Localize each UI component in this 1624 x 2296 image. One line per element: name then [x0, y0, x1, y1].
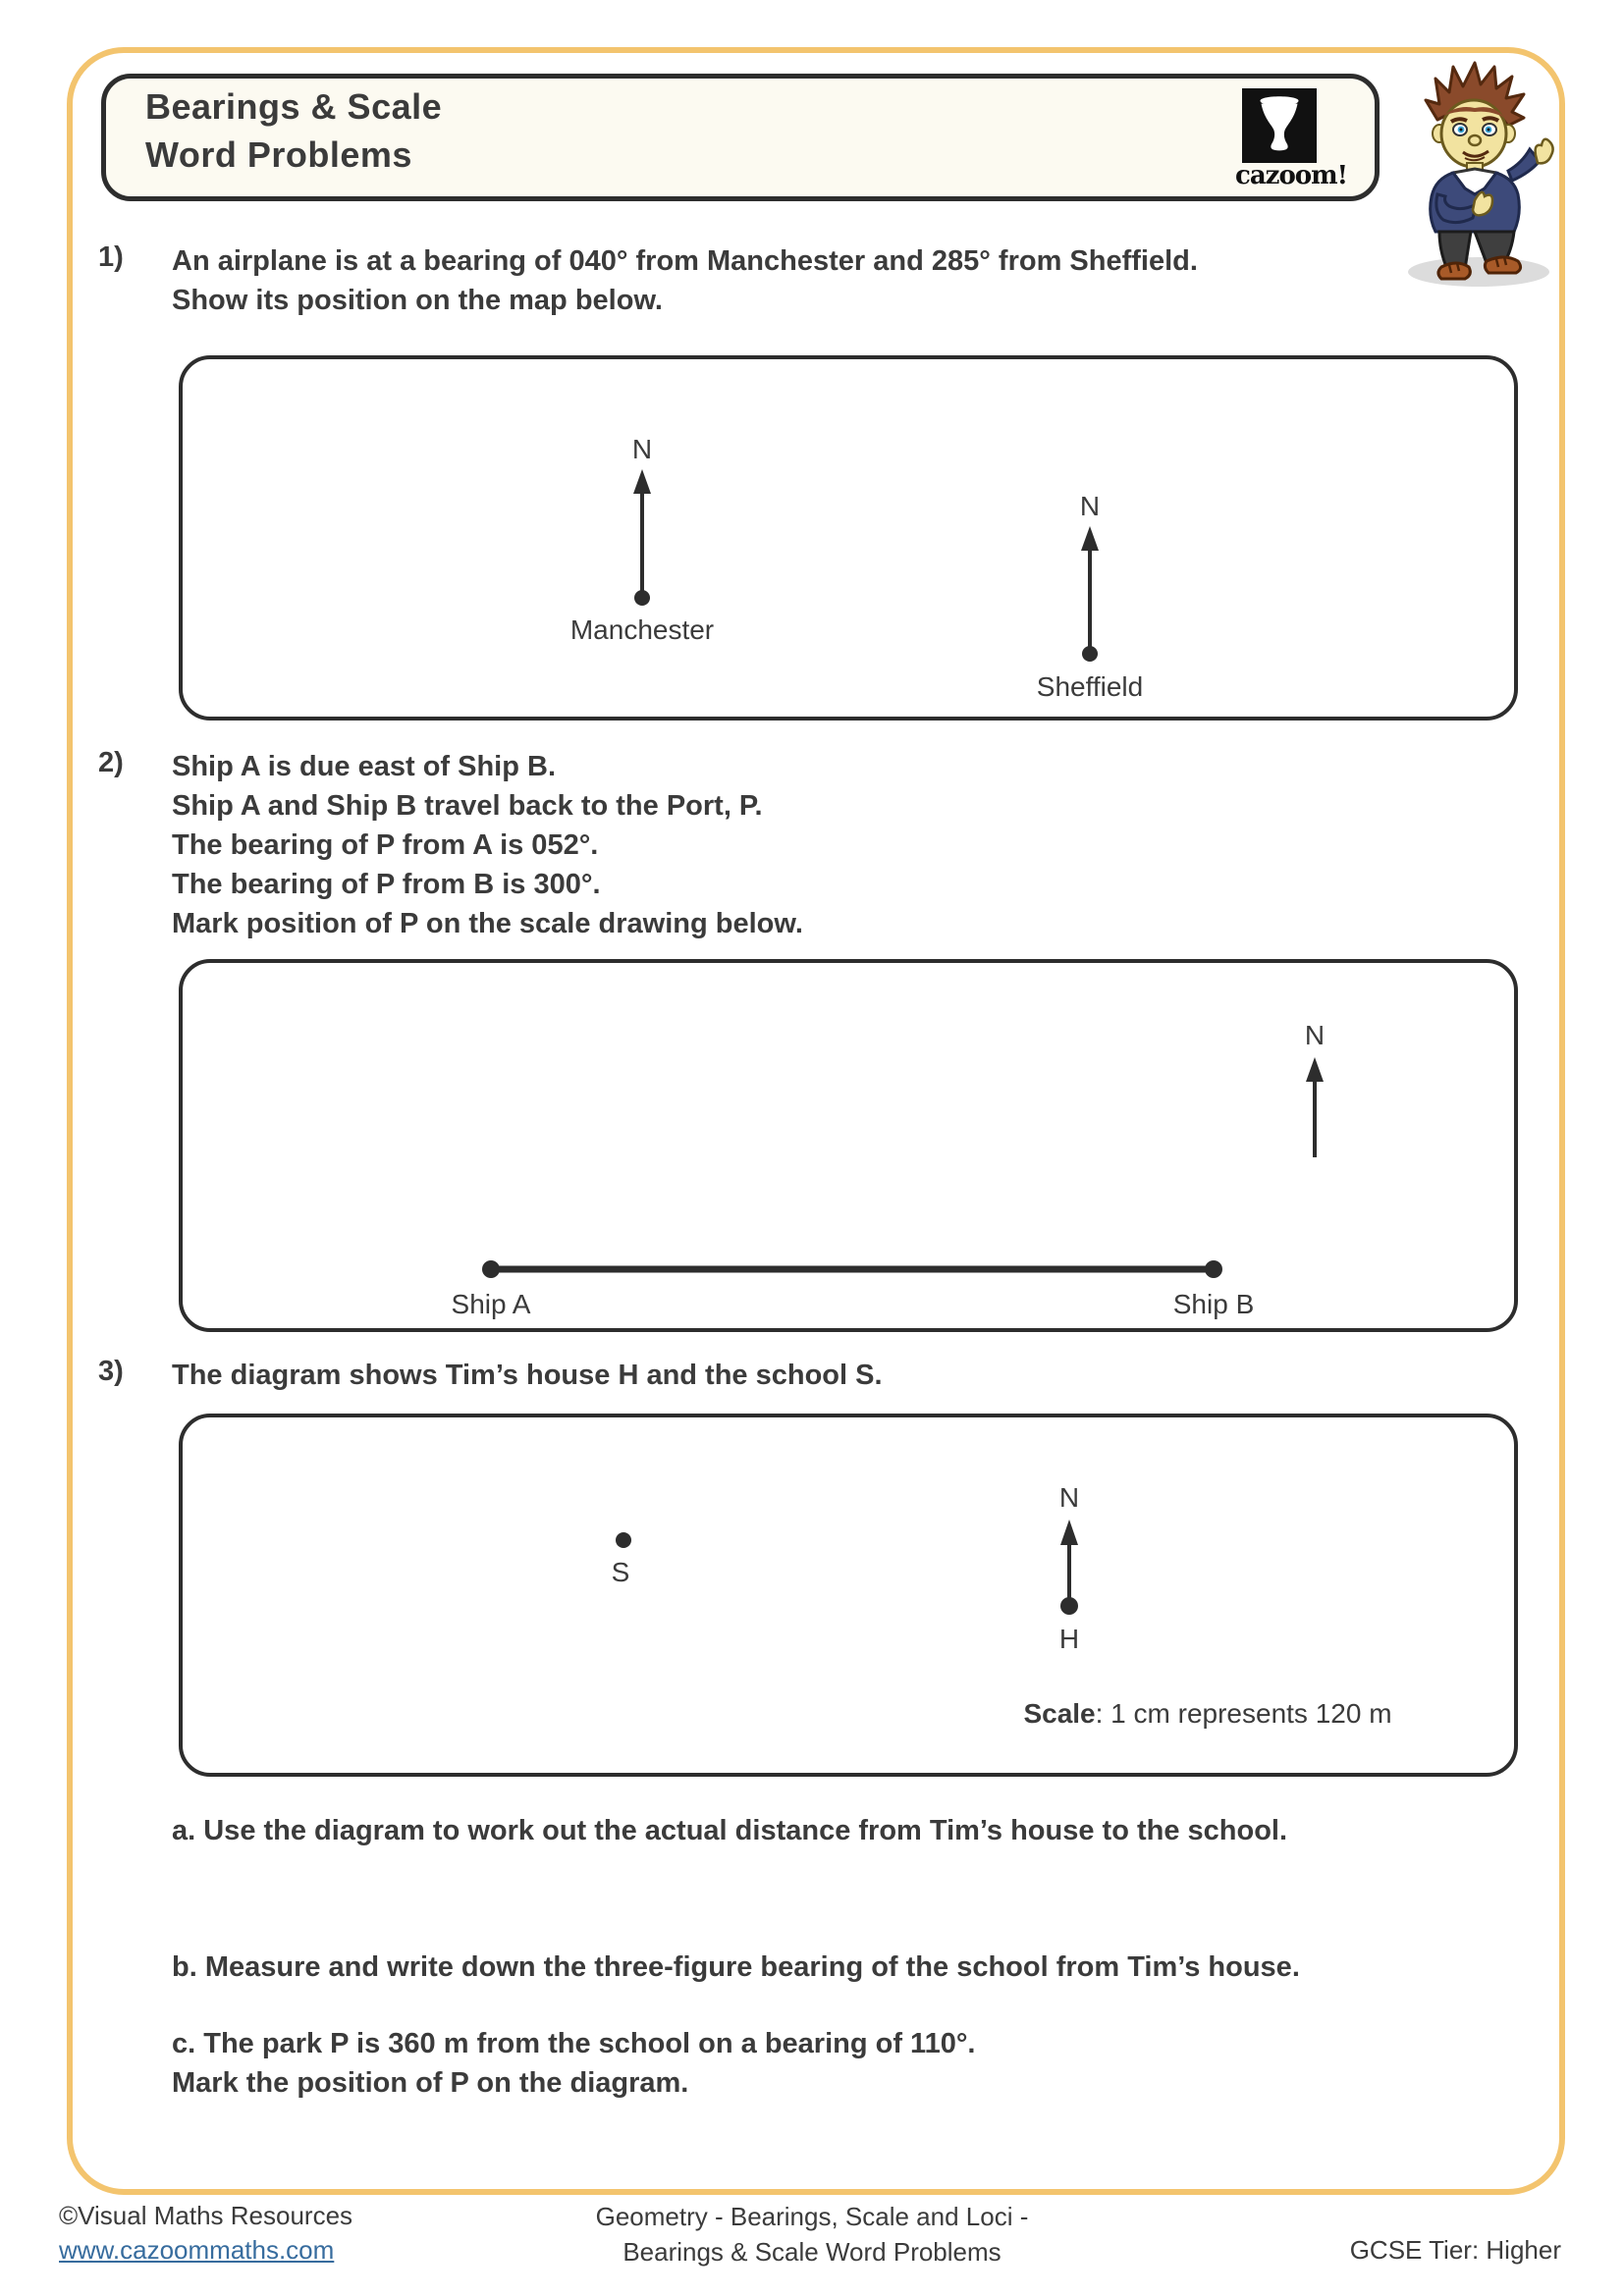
- question2-line4: The bearing of P from B is 300°.: [172, 869, 601, 900]
- page-title: [145, 82, 442, 179]
- diagram3-scale-note: [952, 1698, 1463, 1730]
- question3c-text: [172, 2024, 976, 2103]
- question3c-line2: Mark the position of P on the diagram.: [172, 2067, 689, 2099]
- footer-website-link[interactable]: www.cazoommaths.com: [59, 2235, 335, 2265]
- diagram1-map-box: [179, 355, 1518, 721]
- question2-line3: The bearing of P from A is 052°.: [172, 829, 599, 861]
- diagram1-north-label-1: N: [631, 434, 653, 464]
- footer-topic-block: [488, 2199, 1136, 2269]
- diagram3-school-point-label: S: [611, 1557, 630, 1587]
- scale-note-label: Scale: [1023, 1698, 1096, 1729]
- footer-credit-block: [59, 2199, 352, 2268]
- diagram1-manchester-label: Manchester: [569, 614, 715, 645]
- footer-topic-line2: Bearings & Scale Word Problems: [623, 2237, 1001, 2267]
- footer-credit: ©Visual Maths Resources: [59, 2201, 353, 2230]
- question1-number: 1): [98, 241, 124, 273]
- question2-text: [172, 747, 803, 943]
- question2-line1: Ship A is due east of Ship B.: [172, 751, 557, 782]
- diagram3-map-box: [179, 1414, 1518, 1777]
- question3-number: 3): [98, 1356, 124, 1387]
- diagram1-north-label-2: N: [1079, 491, 1101, 521]
- diagram2-geometry: [183, 963, 1514, 1328]
- question2-number: 2): [98, 747, 124, 778]
- page-title-line2: Word Problems: [145, 134, 412, 175]
- footer-topic-line1: Geometry - Bearings, Scale and Loci -: [595, 2202, 1029, 2231]
- question3a-text: a. Use the diagram to work out the actual distance from Tim’s house to the school.: [172, 1815, 1288, 1846]
- diagram2-ship-a-label: Ship A: [451, 1289, 531, 1319]
- question1-text: [172, 241, 1198, 320]
- scale-note-text: : 1 cm represents 120 m: [1095, 1698, 1392, 1729]
- cazoom-logo-text: cazoom!: [1235, 161, 1348, 190]
- question3-line1: The diagram shows Tim’s house H and the school S.: [172, 1360, 883, 1391]
- footer-tier: GCSE Tier: Higher: [1349, 2235, 1561, 2265]
- diagram2-north-label: N: [1304, 1020, 1326, 1050]
- question2-line2: Ship A and Ship B travel back to the Port, P.: [172, 790, 763, 822]
- cazoom-logo: [1235, 88, 1348, 190]
- mascot-illustration: [1392, 57, 1561, 289]
- question1-line1: An airplane is at a bearing of 040° from Manchester and 285° from Sheffield.: [172, 245, 1198, 277]
- question1-line2: Show its position on the map below.: [172, 285, 663, 316]
- question2-line5: Mark position of P on the scale drawing below.: [172, 908, 803, 939]
- diagram2-scale-drawing-box: [179, 959, 1518, 1332]
- diagram2-ship-b-label: Ship B: [1172, 1289, 1255, 1319]
- question3b-text: b. Measure and write down the three-figure bearing of the school from Tim’s house.: [172, 1951, 1300, 1983]
- cazoom-goblet-icon: [1242, 88, 1317, 163]
- question3-text: [172, 1356, 883, 1395]
- question3c-line1: c. The park P is 360 m from the school on a bearing of 110°.: [172, 2028, 976, 2059]
- diagram1-sheffield-label: Sheffield: [1036, 671, 1144, 702]
- page-title-line1: Bearings & Scale: [145, 86, 443, 127]
- diagram3-north-label: N: [1058, 1482, 1080, 1513]
- diagram1-geometry: [183, 359, 1514, 717]
- diagram3-house-point-label: H: [1058, 1624, 1080, 1654]
